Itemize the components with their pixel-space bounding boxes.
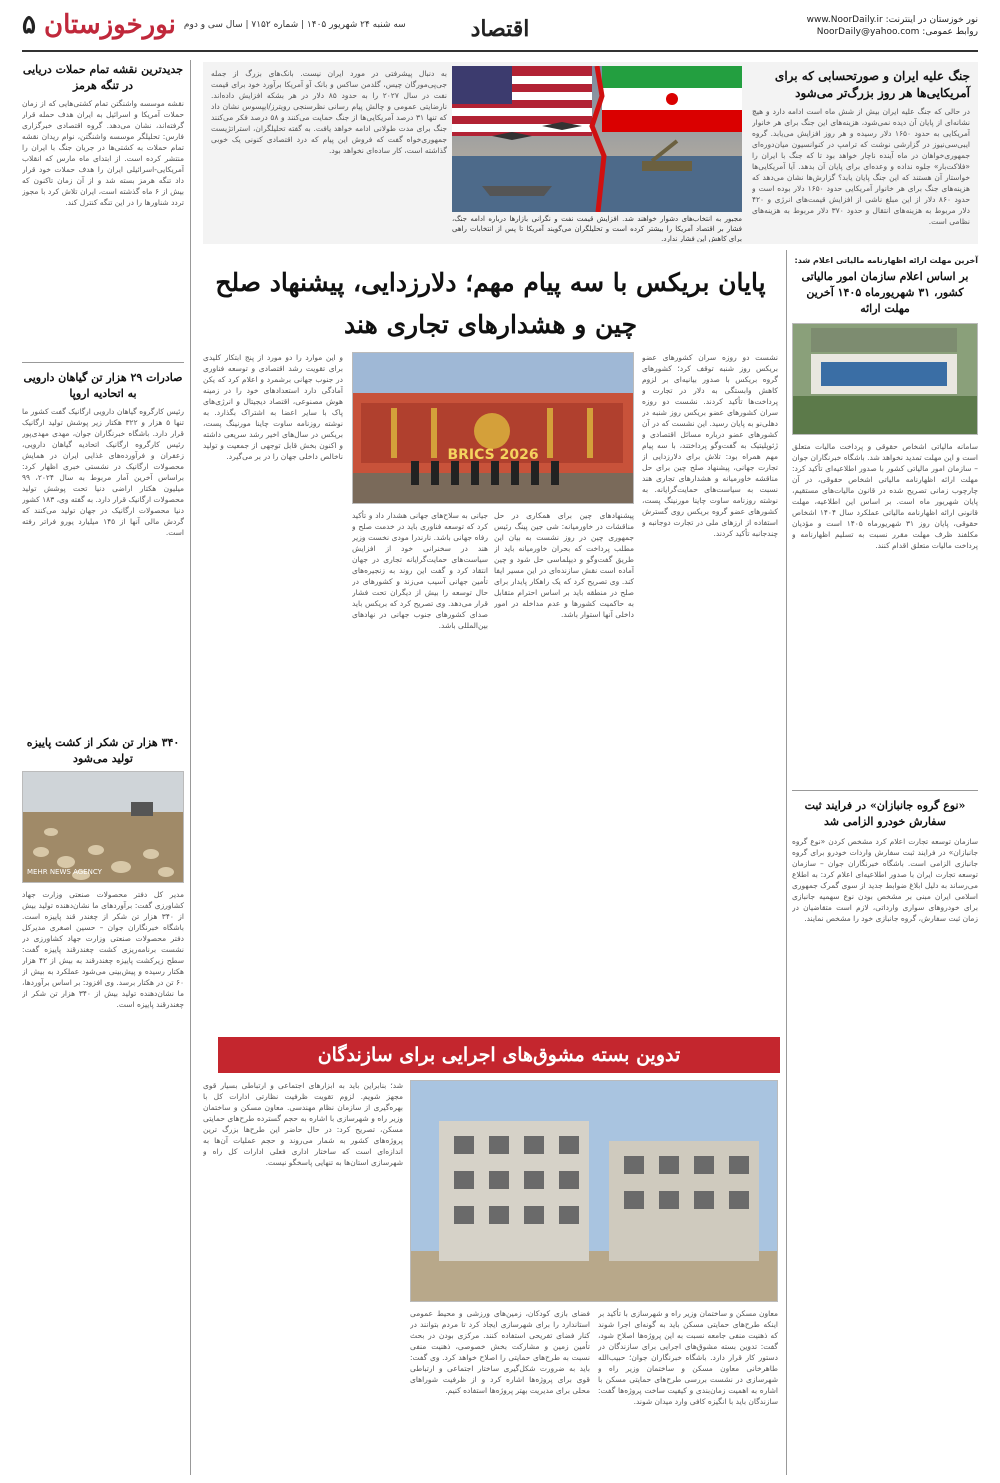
- builders-photo: [410, 1080, 778, 1302]
- brics-title: پایان بریکس با سه پیام مهم؛ دلارزدایی، پیشنهاد صلح چین و هشدارهای تجاری هند: [215, 268, 766, 339]
- beet-body: مدیر کل دفتر محصولات صنعتی وزارت جهاد کشاورزی گفت: برآوردهای ما نشان‌دهنده تولید بیش از ۳۴۰ هزار تن شکر از چغندر قند پاییزه است. باشگاه خبرنگاران جوان – حسین اصغری مدیرکل دفتر محصولات صنعتی وزارت جهاد کشاورزی در نشست برنامه‌ریزی کشت چغندرقند پاییزه گفت: سطح زیرکشت پاییزه چغندرقند به بیش از ۴۲ هزار هکتار رسیده و پیش‌بینی می‌شود عملکرد به بیش از ۶۰ تن در هکتار برسد. وی افزود: بر اساس برآوردها، ما نشان‌دهنده تولید بیش از ۳۴۰ هزار تن شکر از چغندرقند پاییزه است.: [22, 890, 184, 1009]
- photo-credit: MEHR NEWS AGENCY: [27, 868, 102, 876]
- builders-banner: [218, 1037, 780, 1073]
- section-title: اقتصاد: [470, 16, 530, 42]
- page-header: [22, 10, 978, 52]
- site-info: نور خوزستان در اینترنت: www.NoorDaily.ir روابط عمومی: NoorDaily@yahoo.com: [806, 15, 978, 37]
- top-story-box: [203, 62, 978, 244]
- car-title: «نوع گروه جانبازان» در فرایند ثبت سفارش خودرو الزامی شد: [804, 799, 966, 828]
- war-cont-body: به دنبال پیشرفتی در مورد ایران نیست. بانک‌های بزرگ از جمله جی‌پی‌مورگان چیس، گلدمن ساکس و بانک آو آمریکا برآورد خود برای قیمت نفت در سال ۲۰۲۷ را به حدود ۸۵ دلار در هر بشکه افزایش داده‌اند. نارضایتی عمومی و چالش پیام رسانی نظرسنجی رویترز/ایپسوس نشان داد که تنها ۳۱ درصد آمریکایی‌ها از جنگ حمایت می‌کنند و ۵۸ درصد فکر می‌کنند جنگ برای مدت طولانی ادامه خواهد یافت. به گفته تحلیلگران، استراتژیست جمهوری‌خواه گفت که فروش این پیام که درد اقتصادی کنونی یک خوبی گذاشته است، کار ساده‌ای نخواهد بود.: [211, 69, 447, 155]
- pr-label: روابط عمومی: [925, 27, 978, 37]
- herbs-body: رئیس کارگروه گیاهان دارویی ارگانیک گفت کشور ما تنها ۵ هزار و ۳۲۲ هکتار زیر پوشش تولید ارگانیک قرار دارد. باشگاه خبرنگاران جوان، مهدی مهدی‌پور رئیس کارگروه ارگانیک اتحادیه گیاهان دارویی، زعفران و فرآورده‌های غذایی ایران در همایش محصولات ارگانیک در نشستی خبری اظهار کرد: براساس آخرین آمار مربوط به سال ۲۰۲۴، ۹۹ میلیون هکتار اراضی دنیا تحت پوشش تولید محصولات ارگانیک قرار دارد. به گفته وی، ۱۸۳ کشور دنیا محصولات ارگانیک در جهان تولید می‌کنند که گردش مالی آنها از ۱۴۵ میلیارد یورو فراتر رفته است.: [22, 407, 184, 537]
- builders-col3: معاون مسکن و ساختمان وزیر راه و شهرسازی با تأکید بر اینکه طرح‌های حمایتی مسکن باید به گونه‌ای اجرا شوند که ذهنیت منفی جامعه نسبت به این پروژه‌ها اصلاح شود، گفت: تدوین بسته مشوق‌های اجرایی برای سازندگان در دستور کار قرار دارد. باشگاه خبرنگاران جوان؛ حبیب‌الله طاهرخانی معاون مسکن و ساختمان وزیر راه و شهرسازی در نشست بررسی طرح‌های حمایتی مسکن با اشاره به اهمیت زمان‌بندی و کیفیت ساخت پروژه‌ها گفت: سازندگان باید با انگیزه کافی وارد میدان شوند.: [598, 1309, 778, 1406]
- email[interactable]: NoorDaily@yahoo.com: [816, 27, 920, 37]
- brics-col3: پیشنهادهای چین برای همکاری در حل مناقشات در خاورمیانه: شی جین پینگ رئیس جمهوری چین در روز نشست به بیان این مطلب پرداخت که بحران خاورمیانه باید از طریق گفت‌وگو و دیپلماسی حل شود و چین آماده است نقش سازنده‌ای در این مسیر ایفا کند. وی تصریح کرد که یک راهکار پایدار برای صلح در منطقه باید بر اساس احترام متقابل به حاکمیت کشورها و عدم مداخله در امور داخلی آنها استوار باشد.: [494, 511, 634, 619]
- tax-kicker: آخرین مهلت ارائه اظهارنامه مالیاتی اعلام شد:: [794, 256, 978, 265]
- tax-article: [792, 256, 978, 836]
- beet-photo: [22, 771, 184, 883]
- hormuz-title: جدیدترین نقشه تمام حملات دریایی در تنگه هرمز: [22, 63, 184, 92]
- builders-col1: شد؛ بنابراین باید به ابزارهای اجتماعی و ارتباطی بسیار قوی مجهز شویم. لزوم تقویت ظرفیت نظارتی ادارات کل با بهره‌گیری از سازمان نظام مهندسی. معاون مسکن و ساختمان وزیر راه و شهرسازی با اشاره به حجم گسترده طرح‌های حمایتی مسکن، تصریح کرد: در حال حاضر این طرح‌ها بزرگ ترین پروژه‌های کشور به شمار می‌روند و حجم عملیات آن‌ها به اندازه‌ای است که ساختار اداری فعلی ادارات کل راه و شهرسازی استان‌ها به تنهایی پاسخگو نیست.: [203, 1081, 403, 1167]
- builders-title: تدوین بسته مشوق‌های اجرایی برای سازندگان: [317, 1044, 681, 1066]
- car-body: سازمان توسعه تجارت اعلام کرد مشخص کردن «نوع گروه جانبازان» در فرایند ثبت سفارش واردات خودرو برای گروه جانبازی الزامی است. باشگاه خبرنگاران جوان – سازمان توسعه تجارت ایران با صدور اطلاعیه‌ای اعلام کرد: به اطلاع می‌رساند به دلیل ابلاغ ضوابط جدید از سوی گمرک جمهوری اسلامی ایران مبنی بر مشخص بودن نوع سهمیه جانبازی برای خودروهای سواری وارداتی، لازم است متقاضیان در زمان ثبت سفارش، گروه جانبازی خود را مشخص نمایند.: [792, 837, 978, 923]
- builders-col2: فضای بازی کودکان، زمین‌های ورزشی و محیط عمومی استاندارد را برای شهرسازی ایجاد کرد تا مردم بتوانند در کنار فضای تفریحی استفاده کنند. مرکزی بودن در بحث تأمین زمین و مشارکت بخش خصوصی، ذهنیت منفی نسبت به طرح‌های حمایتی را اصلاح خواهد کرد. وی گفت: باید به ضرورت شکل‌گیری ساختار اجتماعی و ارتباطی قوی برای پروژه‌ها اشاره کرد و از ظرفیت شوراهای محلی برای مدیریت بهتر پروژه‌ها استفاده کنیم.: [410, 1309, 590, 1395]
- site-url[interactable]: www.NoorDaily.ir: [806, 15, 883, 25]
- herbs-title: صادرات ۲۹ هزار تن گیاهان دارویی به اتحادیه اروپا: [23, 371, 183, 400]
- brics-photo: [352, 352, 634, 504]
- iran-flag-icon: [602, 66, 742, 132]
- tax-office-photo: [792, 323, 978, 435]
- brics-banner: BRICS 2026: [447, 447, 539, 463]
- war-cost-title: جنگ علیه ایران و صورتحسابی که برای آمریکایی‌ها هر روز بزرگ‌تر می‌شود: [774, 69, 970, 100]
- brics-col4: جیانی به سلاح‌های جهانی هشدار داد و تأکید کرد که توسعه فناوری باید در خدمت صلح و رفاه جهانی باشد. نارندرا مودی نخست وزیر هند در سخنرانی خود از افزایش سیاست‌های حمایت‌گرایانه تجاری در جهان انتقاد کرد و گفت این روند به زنجیره‌های تأمین جهانی آسیب می‌زند و کشورهای در حال توسعه را بیش از دیگران تحت فشار قرار می‌دهد. وی تصریح کرد که بریکس باید صدای کشورهای جنوب جهانی در نهادهای بین‌المللی باشد.: [352, 511, 488, 630]
- brics-col2: و این موارد را دو مورد از پنج ابتکار کلیدی برای تقویت رشد اقتصادی و توسعه فناوری در جنوب جهانی برشمرد و اعلام کرد که یکن آمادگی دارد استعدادهای خود را در زمینه هوش مصنوعی، اقتصاد دیجیتال و انرژی‌های پاک با سایر اعضا به اشتراک بگذارد. به نوشته روزنامه ساوت چاینا مورنینگ پست، بریکس در سال‌های اخیر رشد سریعی داشته و اکنون بخش قابل توجهی از جمعیت و تولید ناخالص داخلی جهان را در بر می‌گیرد.: [203, 353, 343, 461]
- tax-body: سامانه مالیاتی اشخاص حقوقی و پرداخت مالیات متعلق است و این مهلت تمدید نخواهد شد. باشگاه خبرنگاران جوان – سازمان امور مالیاتی کشور با صدور اطلاعیه‌ای تأکید کرد: مهلت ارائه اظهارنامه مالیاتی اشخاص حقوقی، در آن چارچوب زمانی تصریح شده در قانون مالیات‌های مستقیم، پایان شهریور ماه است. بر اساس این اطلاعیه، مهلت قانونی ارائه اظهارنامه مالیاتی عملکرد سال ۱۴۰۴ اشخاص حقوقی، پایان روز ۳۱ شهریورماه ۱۴۰۵ است و مؤدیان مکلفند ظرف مهلت مقرر نسبت به تسلیم اظهارنامه و پرداخت مالیات متعلق اقدام کنند.: [792, 442, 978, 550]
- site-name: نور خوزستان در اینترنت: [888, 15, 978, 25]
- hormuz-body: نقشه موسسه واشنگتن تمام کشتی‌هایی که از زمان حملات آمریکا و اسرائیل به ایران هدف حمله قرار گرفته‌اند، نشان می‌دهد. گروه اقتصادی خبرگزاری فارس: تحلیلگر موسسه واشنگتن، نوام ریدان نقشه تمام حملات به کشتی‌ها در جریان جنگ با ایران را منتشر کرده است. از ابتدای ماه مارس که انقلاب آمریکایی-اسرائیلی ایران را هدف حملات خود قرار داد تنگه هرمز بسته شد و از آن زمان تاکنون که بیش از ۶ ماه گذشته است، ایران تلاش کرد با مجوز تردد شناورها را در این تنگه کنترل کند.: [22, 99, 184, 207]
- beet-title: ۳۴۰ هزار تن شکر از کشت پاییزه تولید می‌شود: [26, 736, 180, 765]
- logo: نورخوزستان: [43, 10, 176, 40]
- war-illustration: [452, 66, 742, 212]
- car-article: [792, 798, 978, 1466]
- herbs-article: [22, 370, 184, 726]
- war-cost-body: در حالی که جنگ علیه ایران بیش از شش ماه است ادامه دارد و هیچ نشانه‌ای از پایان آن دیده نمی‌شود، هزینه‌های این جنگ برای هر خانوار آمریکایی به حدود ۱۶۵۰ دلار رسیده و هر روز افزایش می‌یابد. گروه ایبی‌سی‌نیوز در گزارشی نوشت که ترامپ در کنوانسیون میان‌دوره‌ای جمهوری‌خواهان در ماه آینده ناچار خواهد بود تا که جنگ با ایران را «فلاکت‌بار» جلوه نداده و وعده‌ای برای پایان آن بدهد. آیا آمریکایی‌ها خواستار آن هستند که این جنگ پایان یابد؟ گزارش‌ها نشان می‌دهد که هزینه‌های جنگ برای هر خانوار آمریکایی حدود ۱۶۵۰ دلار بوده است و حدود ۸۶۰ دلار از این مبلغ ناشی از افزایش قیمت‌های انرژی و ۴۲۰ دلار مربوط به هزینه‌های انتقال و حدود ۳۷۰ دلار مربوط به هزینه‌های نظامی است.: [752, 107, 970, 226]
- date-line: سه شنبه ۲۴ شهریور ۱۴۰۵ | شماره ۷۱۵۲ | سال سی و دوم: [183, 20, 406, 30]
- page-number: ۵: [22, 10, 36, 40]
- beet-article: [22, 735, 184, 1483]
- hormuz-article: [22, 62, 184, 338]
- war-caption: مجبور به انتخاب‌های دشوار خواهند شد. افزایش قیمت نفت و نگرانی بازارها درباره ادامه جنگ، فشار بر اقتصاد آمریکا را بیشتر کرده است و تحلیلگران می‌گویند آمریکا تا پس از انتخابات راهی برای کاهش این فشار ندارد.: [452, 215, 742, 242]
- war-image: [452, 66, 742, 212]
- masthead: [22, 10, 406, 40]
- tax-title: بر اساس اعلام سازمان امور مالیاتی کشور، ۳۱ شهریورماه ۱۴۰۵ آخرین مهلت ارائه: [801, 270, 969, 315]
- brics-col1: نشست دو روزه سران کشورهای عضو بریکس روز شنبه توقف کرد؛ کشورهای گروه بریکس با صدور بیانیه‌ای بر لزوم کاهش وابستگی به دلار در تجارت و پرداخت‌ها تأکید کردند. نشست دو روزه سران کشورهای عضو بریکس روز شنبه در دهلی‌نو به پایان رسید. این نشست که در آن کشورهای عضو درباره مسائل اقتصادی و ژئوپلیتیک به گفت‌وگو پرداختند، با سه پیام مهم همراه بود: تلاش برای دلارزدایی از تجارت جهانی، پیشنهاد صلح چین برای حل مناقشه خاورمیانه و هشدارهای تجاری هند نسبت به سیاست‌های حمایت‌گرایانه. به نوشته روزنامه ساوت چاینا مورنینگ پست، کشورهای عضو گروه بریکس روی گسترش استفاده از ارزهای ملی در تجارت دوجانبه و چندجانبه تأکید کردند.: [642, 353, 778, 538]
